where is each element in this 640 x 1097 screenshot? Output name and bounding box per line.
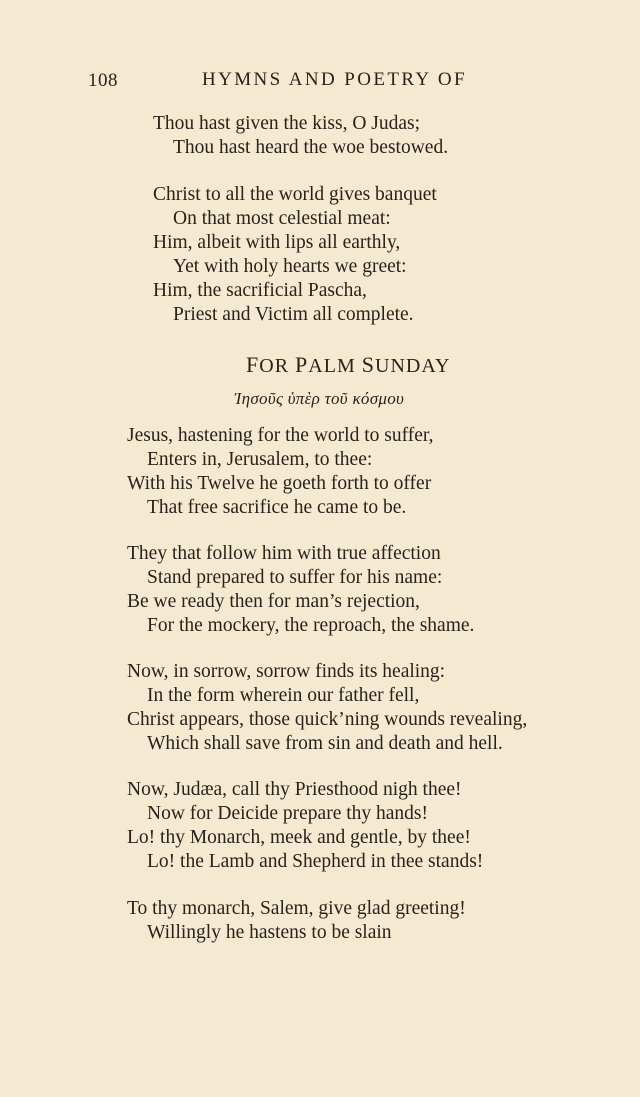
verse-line: Lo! the Lamb and Shepherd in thee stands! — [147, 851, 484, 872]
verse-line: Stand prepared to suffer for his name: — [147, 567, 443, 588]
verse-line: Thou hast given the kiss, O Judas; — [153, 113, 421, 134]
verse-line: To thy monarch, Salem, give glad greeting! — [127, 898, 466, 919]
verse-line: Him, the sacrificial Pascha, — [153, 280, 367, 301]
verse-line: Now for Deicide prepare thy hands! — [147, 803, 429, 824]
verse-line: Yet with holy hearts we greet: — [173, 256, 407, 277]
hymn-stanza-2 — [127, 542, 474, 638]
hymn-stanza-4 — [127, 778, 483, 874]
verse-line: Be we ready then for man’s rejection, — [127, 591, 420, 612]
verse-line: They that follow him with true affection — [127, 543, 441, 564]
verse-line: Now, Judæa, call thy Priesthood nigh thee! — [127, 779, 462, 800]
hymn-stanza-1 — [127, 424, 433, 520]
verse-line: Willingly he hastens to be slain — [147, 922, 392, 943]
page-number: 108 — [88, 70, 118, 91]
hymn-stanza-5 — [127, 897, 466, 945]
verse-line: Jesus, hastening for the world to suffer, — [127, 425, 434, 446]
hymn-stanza-3 — [127, 660, 527, 756]
verse-line: Thou hast heard the woe bestowed. — [173, 137, 449, 158]
section-title: FOR PALM SUNDAY — [246, 352, 451, 377]
verse-line: For the mockery, the reproach, the shame. — [147, 615, 475, 636]
stanza-closing-previous — [153, 112, 448, 160]
stanza-banquet — [153, 183, 437, 327]
verse-line: Christ to all the world gives banquet — [153, 184, 437, 205]
verse-line: On that most celestial meat: — [173, 208, 391, 229]
verse-line: Enters in, Jerusalem, to thee: — [147, 449, 373, 470]
verse-line: Lo! thy Monarch, meek and gentle, by thee! — [127, 827, 471, 848]
greek-epigraph: Ἰησοῦς ὑπὲρ τοῦ κόσμου — [234, 389, 405, 408]
running-head: HYMNS AND POETRY OF — [202, 69, 468, 90]
verse-line: Him, albeit with lips all earthly, — [153, 232, 401, 253]
verse-line: That free sacrifice he came to be. — [147, 497, 407, 518]
verse-line: With his Twelve he goeth forth to offer — [127, 473, 432, 494]
verse-line: Priest and Victim all complete. — [173, 304, 414, 325]
verse-line: In the form wherein our father fell, — [147, 685, 420, 706]
verse-line: Now, in sorrow, sorrow finds its healing: — [127, 661, 446, 682]
verse-line: Which shall save from sin and death and hell. — [147, 733, 503, 754]
verse-line: Christ appears, those quick’ning wounds revealing, — [127, 709, 528, 730]
